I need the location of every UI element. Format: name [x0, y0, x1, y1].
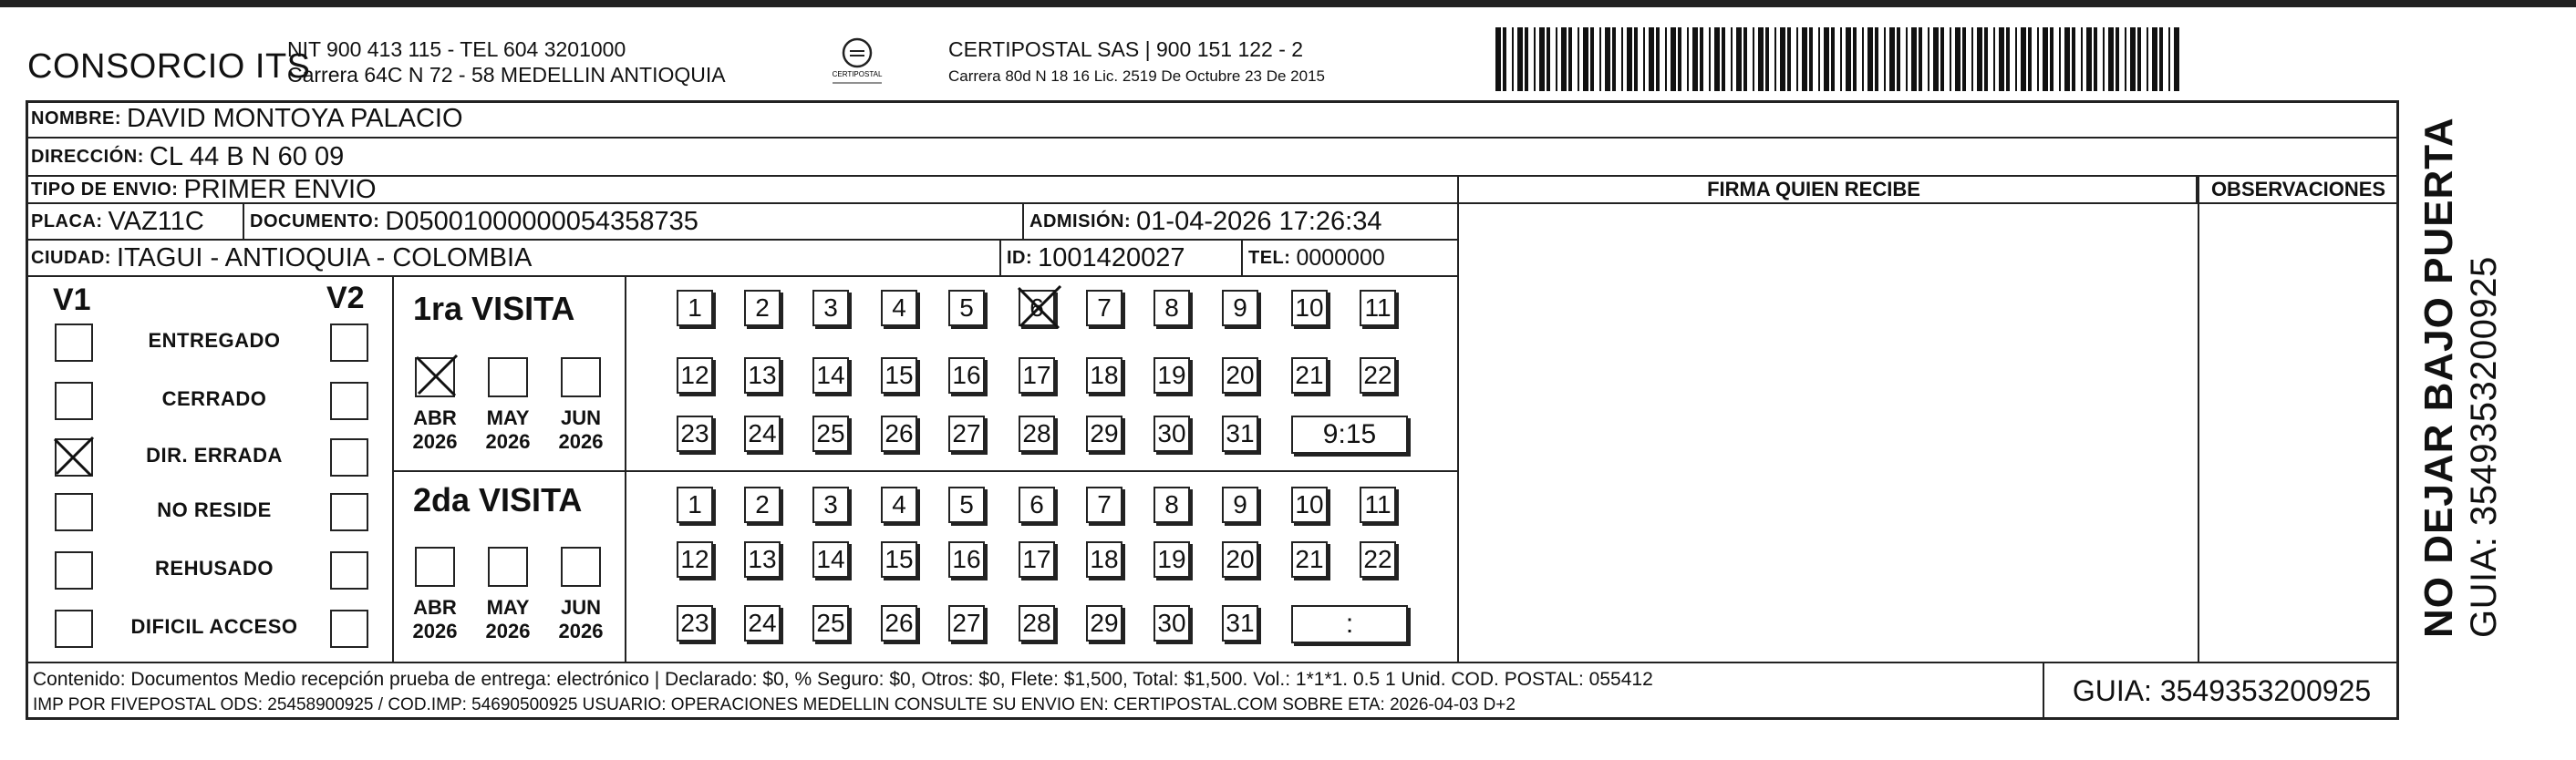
status-label: DIFICIL ACCESO: [130, 615, 298, 638]
visit2-month-checkbox[interactable]: [561, 547, 601, 587]
v1-checkbox[interactable]: [55, 610, 93, 648]
carrier-info: [948, 36, 1325, 89]
visit1-month-checkbox[interactable]: [415, 357, 455, 397]
month-name: MAY: [486, 596, 530, 619]
visit2-day-box[interactable]: 19: [1154, 541, 1190, 578]
admision-label: ADMISIÓN:: [1029, 211, 1132, 231]
month-year: 2026: [558, 620, 604, 642]
v1-checkbox[interactable]: [55, 382, 93, 420]
visit2-day-box[interactable]: 6: [1019, 487, 1055, 523]
brand-name: CONSORCIO ITS: [27, 47, 311, 86]
visit1-month-label: [403, 406, 467, 454]
visit2-month-checkbox[interactable]: [415, 547, 455, 587]
visit1-month-label: [476, 406, 540, 454]
placa-value: VAZ11C: [108, 206, 204, 236]
top-border: [0, 0, 2576, 7]
visit1-time-box[interactable]: 9:15: [1291, 416, 1408, 454]
visit2-day-box[interactable]: 27: [948, 605, 985, 642]
visit2-day-box[interactable]: 5: [948, 487, 985, 523]
visit2-day-box[interactable]: 20: [1222, 541, 1258, 578]
id-label: ID:: [1007, 247, 1033, 268]
direccion-row: [26, 139, 2399, 177]
admision-value: 01-04-2026 17:26:34: [1136, 206, 1382, 236]
documento-label: DOCUMENTO:: [250, 211, 380, 231]
visit2-day-box[interactable]: 22: [1360, 541, 1396, 578]
observaciones-header: OBSERVACIONES: [2198, 177, 2399, 204]
visit1-day-box[interactable]: 4: [881, 290, 917, 326]
visit2-day-box[interactable]: 1: [677, 487, 713, 523]
ciudad-label: CIUDAD:: [31, 247, 111, 268]
visit1-day-box[interactable]: 3: [812, 290, 849, 326]
month-name: MAY: [486, 406, 530, 429]
visit1-day-box[interactable]: 6: [1019, 290, 1055, 326]
visit2-day-box[interactable]: 10: [1291, 487, 1328, 523]
ciudad-value: ITAGUI - ANTIOQUIA - COLOMBIA: [116, 242, 533, 272]
visit1-day-box[interactable]: 19: [1154, 357, 1190, 394]
visit1-day-box[interactable]: 11: [1360, 290, 1396, 326]
month-year: 2026: [412, 430, 458, 453]
v2-checkbox[interactable]: [330, 551, 368, 590]
visit1-day-box[interactable]: 30: [1154, 416, 1190, 452]
visit1-day-box[interactable]: 25: [812, 416, 849, 452]
placa-cell: [26, 204, 244, 241]
tracking-barcode: [1495, 27, 2179, 91]
address-line: Carrera 64C N 72 - 58 MEDELLIN ANTIOQUIA: [287, 63, 726, 87]
visit1-day-box[interactable]: 5: [948, 290, 985, 326]
visit1-day-box[interactable]: 27: [948, 416, 985, 452]
visit2-day-box[interactable]: 28: [1019, 605, 1055, 642]
visit1-day-box[interactable]: 17: [1019, 357, 1055, 394]
month-name: ABR: [413, 596, 457, 619]
visit1-day-box[interactable]: 2: [744, 290, 781, 326]
visit2-day-box[interactable]: 26: [881, 605, 917, 642]
visit2-month-label: [403, 596, 467, 643]
visit1-day-box[interactable]: 9: [1222, 290, 1258, 326]
visit2-day-box[interactable]: 31: [1222, 605, 1258, 642]
v2-checkbox[interactable]: [330, 324, 368, 362]
side-notice: [2416, 117, 2504, 638]
visit1-day-box[interactable]: 23: [677, 416, 713, 452]
visit2-month-label: [476, 596, 540, 643]
footer-print-line: IMP POR FIVEPOSTAL ODS: 25458900925 / COD.IMP: 54690500925 USUARIO: OPERACIONES MEDELLIN CONSULTE SU ENVIO EN: CERTIPOSTAL.COM SOBRE ETA: 2026-04-03 D+2: [33, 695, 1516, 714]
status-label: CERRADO: [161, 387, 267, 410]
visit2-day-box[interactable]: 29: [1086, 605, 1122, 642]
v1-checkbox[interactable]: [55, 551, 93, 590]
visit2-day-box[interactable]: 14: [812, 541, 849, 578]
visit1-day-box[interactable]: 31: [1222, 416, 1258, 452]
certipostal-logo: [825, 33, 889, 89]
visit1-day-box[interactable]: 26: [881, 416, 917, 452]
observaciones-left-border: [2198, 177, 2199, 662]
month-name: JUN: [560, 596, 601, 619]
v1-checkbox[interactable]: [55, 438, 93, 477]
no-dejar-warning: NO DEJAR BAJO PUERTA: [2416, 117, 2461, 638]
visit1-day-box[interactable]: 1: [677, 290, 713, 326]
visit2-day-box[interactable]: 21: [1291, 541, 1328, 578]
visit2-day-box[interactable]: 8: [1154, 487, 1190, 523]
month-year: 2026: [558, 430, 604, 453]
placa-label: PLACA:: [31, 211, 103, 231]
visit2-day-box[interactable]: 9: [1222, 487, 1258, 523]
visit1-day-box[interactable]: 21: [1291, 357, 1328, 394]
month-name: ABR: [413, 406, 457, 429]
tel-value: 0000000: [1296, 244, 1385, 271]
status-label: ENTREGADO: [148, 329, 281, 352]
visit1-day-box[interactable]: 28: [1019, 416, 1055, 452]
visit1-day-box[interactable]: 14: [812, 357, 849, 394]
firma-left-border: [1457, 177, 1459, 662]
footer-info: [33, 667, 1653, 718]
v2-checkbox[interactable]: [330, 438, 368, 477]
visit2-day-box[interactable]: 11: [1360, 487, 1396, 523]
month-year: 2026: [485, 620, 531, 642]
v1-header: V1: [53, 282, 91, 317]
admision-cell: [1024, 204, 1459, 241]
documento-value: D05001000000054358735: [385, 206, 698, 236]
visit2-day-box[interactable]: 30: [1154, 605, 1190, 642]
visit1-day-box[interactable]: 22: [1360, 357, 1396, 394]
visit2-day-box[interactable]: 4: [881, 487, 917, 523]
visit1-title: 1ra VISITA: [413, 290, 575, 327]
visit1-day-box[interactable]: 29: [1086, 416, 1122, 452]
nombre-row: [26, 100, 2399, 139]
visit1-day-box[interactable]: 24: [744, 416, 781, 452]
v2-checkbox[interactable]: [330, 610, 368, 648]
visit-divider: [392, 470, 1457, 472]
visit2-title: 2da VISITA: [413, 481, 583, 519]
status-label: DIR. ERRADA: [146, 444, 283, 467]
tipo-label: TIPO DE ENVIO:: [31, 179, 179, 200]
v2-header: V2: [326, 281, 365, 315]
id-cell: [1001, 241, 1243, 277]
tipo-value: PRIMER ENVIO: [183, 174, 377, 204]
visit1-month-checkbox[interactable]: [561, 357, 601, 397]
month-year: 2026: [412, 620, 458, 642]
visit2-day-box[interactable]: 15: [881, 541, 917, 578]
tipo-row: [26, 174, 1459, 204]
visit2-day-box[interactable]: 2: [744, 487, 781, 523]
month-year: 2026: [485, 430, 531, 453]
footer-content-line: Contenido: Documentos Medio recepción prueba de entrega: electrónico | Declarado: $0, % Seguro: $0, Otros: $0, Flete: $1,500, Total: $1,500. Vol.: 1*1*1. 0.5 1 Unid. COD. POSTAL: 055412: [33, 669, 1653, 690]
nombre-label: NOMBRE:: [31, 108, 122, 128]
visit1-day-box[interactable]: 18: [1086, 357, 1122, 394]
visit1-day-box[interactable]: 12: [677, 357, 713, 394]
company-info: [287, 36, 726, 87]
visit2-day-box[interactable]: 7: [1086, 487, 1122, 523]
month-name: JUN: [560, 406, 601, 429]
status-label: REHUSADO: [155, 557, 274, 580]
visit1-day-box[interactable]: 10: [1291, 290, 1328, 326]
visit2-day-box[interactable]: 18: [1086, 541, 1122, 578]
firma-header: FIRMA QUIEN RECIBE: [1432, 177, 2198, 204]
visit2-month-checkbox[interactable]: [488, 547, 528, 587]
months-right-border: [625, 277, 626, 662]
svg-text:CERTIPOSTAL: CERTIPOSTAL: [832, 70, 883, 78]
visit2-day-box[interactable]: 13: [744, 541, 781, 578]
visit2-day-box[interactable]: 12: [677, 541, 713, 578]
status-label: NO RESIDE: [157, 498, 272, 521]
visit1-day-box[interactable]: 16: [948, 357, 985, 394]
v1-checkbox[interactable]: [55, 324, 93, 362]
v2-checkbox[interactable]: [330, 382, 368, 420]
visit1-month-checkbox[interactable]: [488, 357, 528, 397]
visit1-day-box[interactable]: 13: [744, 357, 781, 394]
v2-checkbox[interactable]: [330, 493, 368, 531]
nombre-value: DAVID MONTOYA PALACIO: [127, 103, 463, 133]
visit2-time-box[interactable]: :: [1291, 605, 1408, 643]
nit-line: NIT 900 413 115 - TEL 604 3201000: [287, 37, 626, 61]
v1-checkbox[interactable]: [55, 493, 93, 531]
visit2-day-box[interactable]: 16: [948, 541, 985, 578]
visit1-day-box[interactable]: 8: [1154, 290, 1190, 326]
tel-cell: [1243, 241, 1459, 277]
id-value: 1001420027: [1038, 242, 1185, 272]
direccion-label: DIRECCIÓN:: [31, 146, 144, 167]
visit2-month-label: [549, 596, 613, 643]
license-line: Carrera 80d N 18 16 Lic. 2519 De Octubre 23 De 2015: [948, 67, 1325, 85]
visit2-day-box[interactable]: 25: [812, 605, 849, 642]
documento-cell: [244, 204, 1024, 241]
visit2-day-box[interactable]: 24: [744, 605, 781, 642]
visit2-day-box[interactable]: 3: [812, 487, 849, 523]
visit2-day-box[interactable]: 17: [1019, 541, 1055, 578]
visit1-day-box[interactable]: 20: [1222, 357, 1258, 394]
visit2-day-box[interactable]: 23: [677, 605, 713, 642]
visit1-month-label: [549, 406, 613, 454]
visit1-day-box[interactable]: 15: [881, 357, 917, 394]
tel-label: TEL:: [1248, 247, 1291, 268]
visit1-day-box[interactable]: 7: [1086, 290, 1122, 326]
carrier-line: CERTIPOSTAL SAS | 900 151 122 - 2: [948, 37, 1304, 61]
direccion-value: CL 44 B N 60 09: [149, 141, 345, 171]
side-guia: GUIA: 3549353200925: [2464, 256, 2504, 638]
footer-guia: GUIA: 3549353200925: [2043, 662, 2399, 719]
ciudad-cell: [26, 241, 1001, 277]
